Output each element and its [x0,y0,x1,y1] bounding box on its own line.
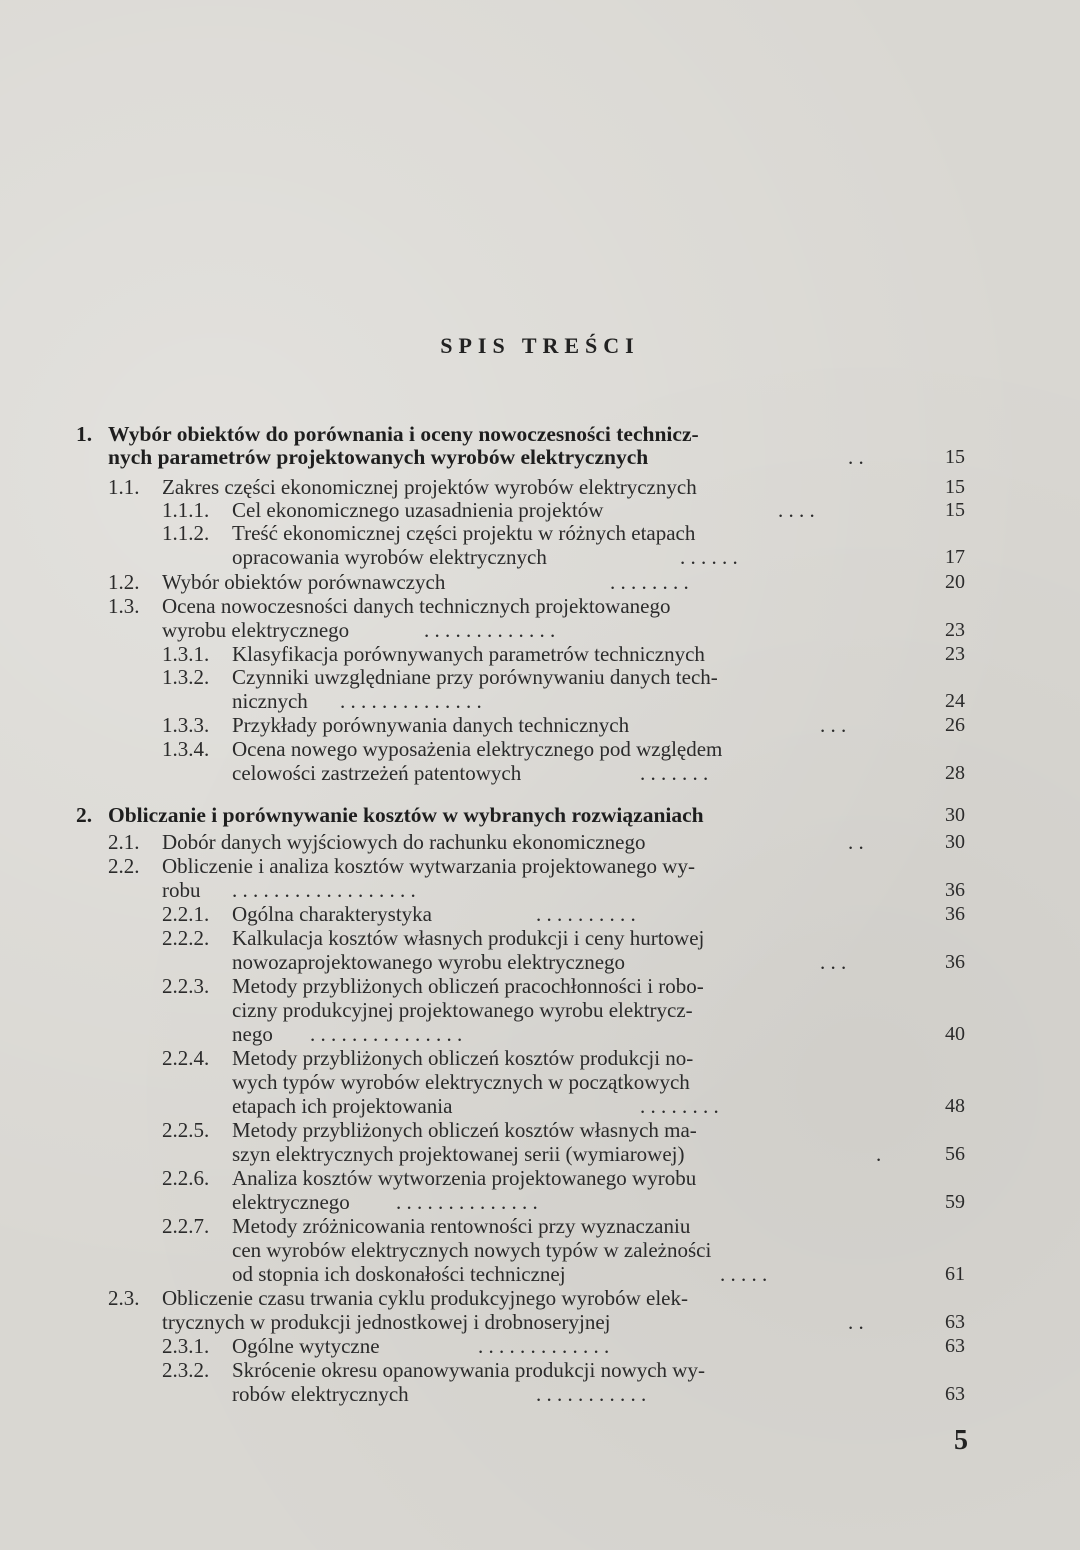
toc-entry-text: Metody przybliżonych obliczeń kosztów własnych ma- [232,1118,697,1142]
toc-entry-text: Obliczenie czasu trwania cyklu produkcyjnego wyrobów elek- [162,1286,688,1310]
toc-entry-text: Metody przybliżonych obliczeń pracochłonności i robo- [232,974,704,998]
toc-entry-text: opracowania wyrobów elektrycznych [232,545,547,569]
toc-entry-text: Zakres części ekonomicznej projektów wyrobów elektrycznych [162,475,697,499]
toc-entry-text: Klasyfikacja porównywanych parametrów technicznych [232,642,705,666]
toc-subsection-number: 1.3.2. [162,665,210,689]
leader-dots: . . [848,445,864,469]
toc-entry-text: nicznych [232,689,308,713]
toc-entry-text: Przykłady porównywania danych technicznych [232,713,630,737]
toc-subsection-number: 2.2.2. [162,926,210,950]
toc-entry-text: robu [162,878,201,902]
toc-page-number: 63 [945,1335,965,1357]
toc-entry-text: trycznych w produkcji jednostkowej i drobnoseryjnej [162,1310,611,1334]
toc-entry-text: Analiza kosztów wytworzenia projektowanego wyrobu [232,1166,697,1190]
leader-dots: . . . [820,713,847,737]
leader-dots: . [876,1142,882,1166]
leader-dots: . . . . . [720,1262,768,1286]
toc-subsection-number: 2.2.5. [162,1118,210,1142]
toc-entry-text: wyrobu elektrycznego [162,618,350,642]
toc-page-number: 15 [945,499,965,521]
toc-entry-text: elektrycznego [232,1190,350,1214]
toc-subsection-number: 1.3.1. [162,642,210,666]
leader-dots: . . . . . . . . . . . . . . [340,689,482,713]
toc-chapter-number: 1. [76,422,93,446]
toc-entry-text: Dobór danych wyjściowych do rachunku ekonomicznego [162,830,646,854]
leader-dots: . . . . . . . . [640,1094,719,1118]
toc-entry-text: celowości zastrzeżeń patentowych [232,761,522,785]
leader-dots: . . [848,830,864,854]
toc-entry-text: wych typów wyrobów elektrycznych w początkowych [232,1070,690,1094]
toc-subsection-number: 1.3.3. [162,713,210,737]
toc-subsection-number: 1.3.4. [162,737,210,761]
toc-section-number: 1.3. [108,594,140,618]
toc-page-number: 63 [945,1311,965,1333]
toc-entry-text: cen wyrobów elektrycznych nowych typów w zależności [232,1238,712,1262]
leader-dots: . . . . . . . . . . . [536,1382,647,1406]
leader-dots: . . . . . . [680,545,738,569]
toc-page-number: 30 [945,804,965,826]
toc-subsection-number: 1.1.2. [162,521,210,545]
toc-section-number: 2.2. [108,854,140,878]
toc-entry-text: Wybór obiektów porównawczych [162,570,446,594]
leader-dots: . . . . . . . . . . . . . [424,618,556,642]
toc-entry-text: Metody przybliżonych obliczeń kosztów produkcji no- [232,1046,694,1070]
toc-page-number: 30 [945,831,965,853]
toc-section-number: 2.1. [108,830,140,854]
toc-subsection-number: 2.3.1. [162,1334,210,1358]
toc-subsection-number: 2.2.6. [162,1166,210,1190]
toc-entry-text: Ocena nowoczesności danych technicznych projektowanego [162,594,671,618]
toc-page-number: 28 [945,762,965,784]
leader-dots: . . . . [778,498,815,522]
toc-entry-text: od stopnia ich doskonałości technicznej [232,1262,566,1286]
toc-entry-text: nego [232,1022,273,1046]
toc-entry-text: Czynniki uwzględniane przy porównywaniu danych tech- [232,665,718,689]
leader-dots: . . . . . . . . . . . . . [478,1334,610,1358]
toc-page-number: 15 [945,446,965,468]
toc-entry-text: robów elektrycznych [232,1382,409,1406]
leader-dots: . . [848,1310,864,1334]
toc-entry-text: Ocena nowego wyposażenia elektrycznego pod względem [232,737,723,761]
toc-page-number: 36 [945,879,965,901]
toc-entry-text: Kalkulacja kosztów własnych produkcji i ceny hurtowej [232,926,705,950]
page-title: SPIS TREŚCI [440,333,640,358]
toc-entry-text: Cel ekonomicznego uzasadnienia projektów [232,498,604,522]
toc-page-number: 15 [945,476,965,498]
toc-page-number: 20 [945,571,965,593]
toc-page-number: 36 [945,903,965,925]
toc-subsection-number: 2.2.3. [162,974,210,998]
leader-dots: . . . . . . . . . . . . . . . [310,1022,463,1046]
toc-entry-text: nowozaprojektowanego wyrobu elektrycznego [232,950,626,974]
toc-chapter-number: 2. [76,803,93,827]
toc-entry-text: Metody zróżnicowania rentowności przy wyznaczaniu [232,1214,691,1238]
toc-entry-text: Obliczenie i analiza kosztów wytwarzania projektowanego wy- [162,854,695,878]
toc-entry-text: Wybór obiektów do porównania i oceny nowoczesności technicz- [108,422,699,446]
toc-section-number: 1.2. [108,570,140,594]
toc-page-number: 24 [945,690,965,712]
toc-entry-text: Skrócenie okresu opanowywania produkcji nowych wy- [232,1358,705,1382]
leader-dots: . . . [820,950,847,974]
toc-page-number: 59 [945,1191,965,1213]
toc-entry-text: cizny produkcyjnej projektowanego wyrobu elektrycz- [232,998,693,1022]
toc-page-number: 23 [945,619,965,641]
toc-page-number: 61 [945,1263,965,1285]
toc-page-number: 36 [945,951,965,973]
toc-entry-text: etapach ich projektowania [232,1094,453,1118]
leader-dots: . . . . . . . . . . . . . . [396,1190,538,1214]
leader-dots: . . . . . . . . . . [536,902,636,926]
toc-subsection-number: 2.2.4. [162,1046,210,1070]
toc-page-number: 48 [945,1095,965,1117]
toc-entry-text: Obliczanie i porównywanie kosztów w wybranych rozwiązaniach [108,803,704,827]
toc-page-number: 23 [945,643,965,665]
toc-entry-text: Ogólne wytyczne [232,1334,380,1358]
leader-dots: . . . . . . . . [610,570,689,594]
toc-page-number: 56 [945,1143,965,1165]
toc-entry-text: nych parametrów projektowanych wyrobów elektrycznych [108,445,649,469]
toc-subsection-number: 1.1.1. [162,498,210,522]
toc-entry-text: szyn elektrycznych projektowanej serii (wymiarowej) [232,1142,685,1166]
toc-page-number: 40 [945,1023,965,1045]
toc-page-number: 17 [945,546,965,568]
page-folio-number: 5 [954,1425,968,1456]
leader-dots: . . . . . . . [640,761,709,785]
toc-section-number: 1.1. [108,475,140,499]
toc-subsection-number: 2.2.7. [162,1214,210,1238]
toc-entry-text: Treść ekonomicznej części projektu w różnych etapach [232,521,696,545]
toc-subsection-number: 2.2.1. [162,902,210,926]
toc-entry-text: Ogólna charakterystyka [232,902,433,926]
toc-subsection-number: 2.3.2. [162,1358,210,1382]
toc-page-number: 63 [945,1383,965,1405]
leader-dots: . . . . . . . . . . . . . . . . . . [232,878,416,902]
toc-page-number: 26 [945,714,965,736]
toc-section-number: 2.3. [108,1286,140,1310]
